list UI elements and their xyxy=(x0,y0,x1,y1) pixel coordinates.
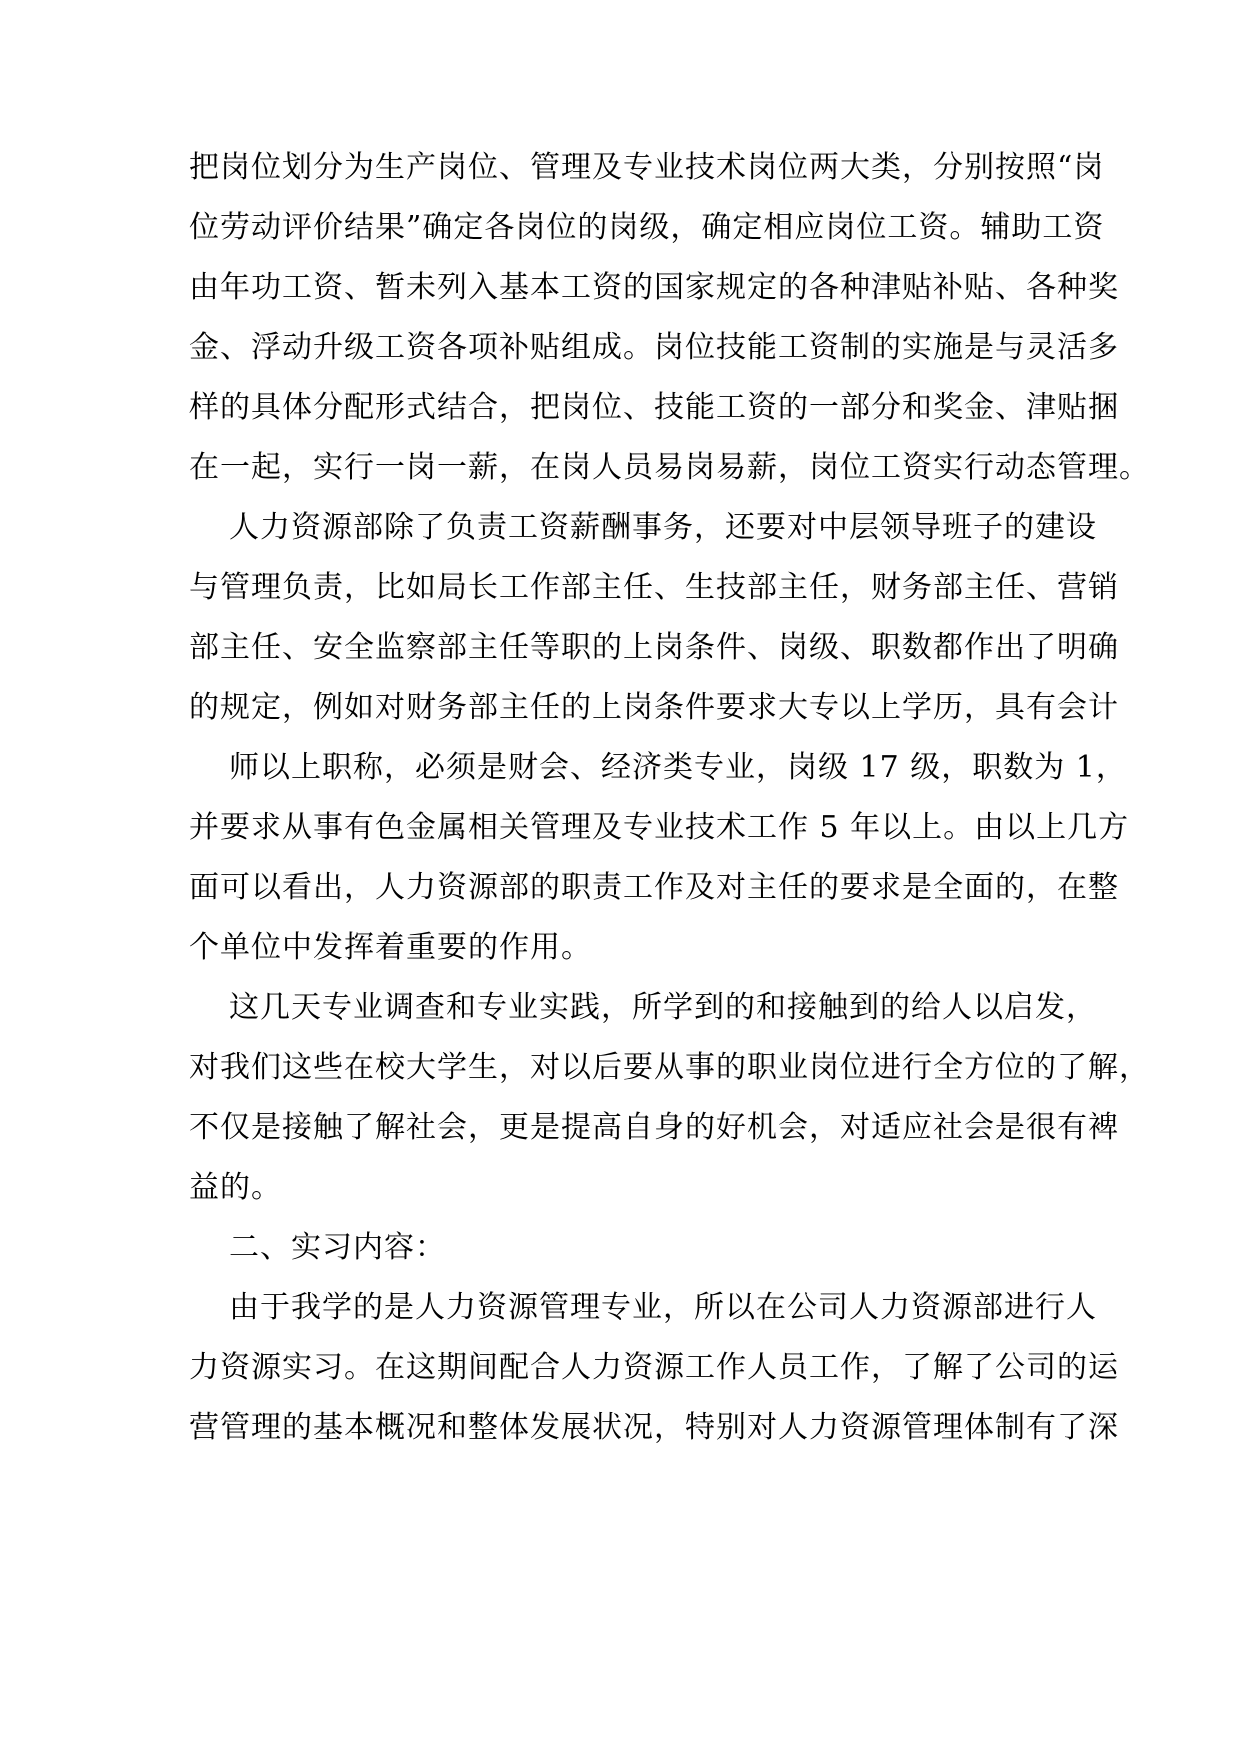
text-line: 师以上职称，必须是财会、经济类专业，岗级 17 级，职数为 1， xyxy=(229,750,1127,785)
section-heading: 二、实习内容： xyxy=(229,1230,446,1265)
text-line: 把岗位划分为生产岗位、管理及专业技术岗位两大类，分别按照“岗 xyxy=(189,150,1105,185)
text-line: 益的。 xyxy=(189,1170,282,1205)
text-line: 不仅是接触了解社会，更是提高自身的好机会，对适应社会是很有裨 xyxy=(189,1110,1119,1145)
text-line: 人力资源部除了负责工资薪酬事务，还要对中层领导班子的建设 xyxy=(229,510,1097,545)
text-line: 的规定，例如对财务部主任的上岗条件要求大专以上学历，具有会计 xyxy=(189,690,1119,725)
text-line: 营管理的基本概况和整体发展状况，特别对人力资源管理体制有了深 xyxy=(189,1410,1119,1445)
text-line: 个单位中发挥着重要的作用。 xyxy=(189,930,592,965)
text-line: 力资源实习。在这期间配合人力资源工作人员工作，了解了公司的运 xyxy=(189,1350,1119,1385)
text-line: 由年功工资、暂未列入基本工资的国家规定的各种津贴补贴、各种奖 xyxy=(189,270,1119,305)
text-line: 与管理负责，比如局长工作部主任、生技部主任，财务部主任、营销 xyxy=(189,570,1119,605)
text-line: 金、浮动升级工资各项补贴组成。岗位技能工资制的实施是与灵活多 xyxy=(189,330,1119,365)
text-line: 样的具体分配形式结合，把岗位、技能工资的一部分和奖金、津贴捆 xyxy=(189,390,1119,425)
text-line: 由于我学的是人力资源管理专业，所以在公司人力资源部进行人 xyxy=(229,1290,1097,1325)
text-line: 对我们这些在校大学生，对以后要从事的职业岗位进行全方位的了解， xyxy=(189,1050,1150,1085)
text-line: 面可以看出，人力资源部的职责工作及对主任的要求是全面的，在整 xyxy=(189,870,1119,905)
text-line: 部主任、安全监察部主任等职的上岗条件、岗级、职数都作出了明确 xyxy=(189,630,1119,665)
text-line: 位劳动评价结果”确定各岗位的岗级，确定相应岗位工资。辅助工资 xyxy=(189,210,1105,245)
text-line: 在一起，实行一岗一薪，在岗人员易岗易薪，岗位工资实行动态管理。 xyxy=(189,450,1150,485)
text-line: 这几天专业调查和专业实践，所学到的和接触到的给人以启发， xyxy=(229,990,1097,1025)
text-line: 并要求从事有色金属相关管理及专业技术工作 5 年以上。由以上几方 xyxy=(189,810,1130,845)
